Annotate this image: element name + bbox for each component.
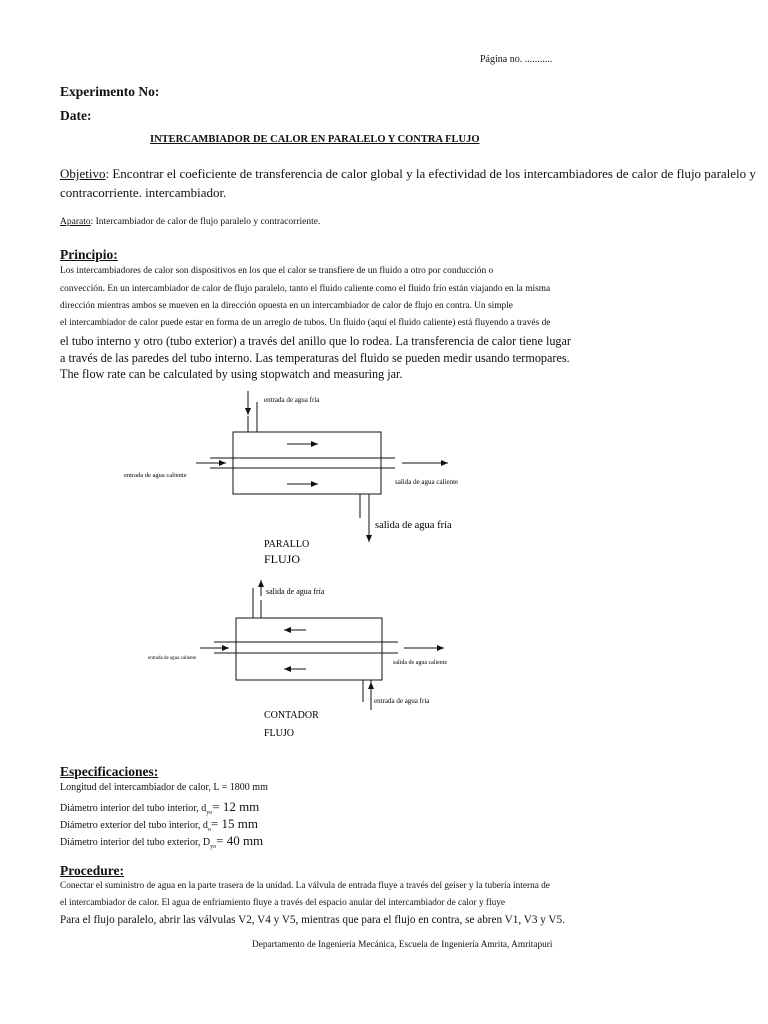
cold-outlet-label: salida de agua fría: [266, 587, 325, 596]
spec-subscript: o: [207, 827, 211, 833]
counter-label-line1: CONTADOR: [264, 710, 319, 721]
spec-outer-tube-id: [60, 833, 263, 850]
spec-subscript: yo: [210, 844, 217, 850]
spec-length: Longitud del intercambiador de calor, L = 1800 mm: [60, 782, 268, 793]
counter-flow-diagram: [0, 578, 768, 748]
spec-inner-tube-od: [60, 816, 258, 833]
procedure-line: Conectar el suministro de agua en la parte trasera de la unidad. La válvula de entrada fluye a través del geiser y la tubería interna de: [60, 881, 550, 891]
document-title: INTERCAMBIADOR DE CALOR EN PARALELO Y CONTRA FLUJO: [150, 134, 480, 145]
principle-line: dirección mientras ambos se mueven en la dirección opuesta en un intercambiador de calor de flujo en contra. Un simple: [60, 301, 513, 311]
date-label: Date:: [60, 108, 92, 123]
spec-subscript: yo: [206, 810, 213, 816]
objective-paragraph: [60, 164, 768, 202]
hot-inlet-label: entrada de agua caliente: [148, 656, 197, 661]
principle-line: el tubo interno y otro (tubo exterior) a través del anillo que lo rodea. La transferencia de calor tiene lugar: [60, 334, 571, 348]
counter-label-line2: FLUJO: [264, 728, 295, 739]
principle-line: The flow rate can be calculated by using stopwatch and measuring jar.: [60, 367, 403, 381]
objective-text: : Encontrar el coeficiente de transferencia de calor global y la efectividad de los intercambiadores de calor de flujo paralelo y contracorriente. intercambiador.: [60, 166, 756, 200]
specifications-heading: Especificaciones:: [60, 764, 159, 779]
spec-label: Diámetro interior del tubo exterior, D: [60, 837, 211, 848]
outer-tube: [233, 432, 381, 494]
cold-outlet-label: salida de agua fría: [375, 520, 452, 531]
experiment-number-label: Experimento No:: [60, 84, 160, 99]
apparatus-text: : Intercambiador de calor de flujo paralelo y contracorriente.: [90, 217, 321, 227]
hot-inlet-label: entrada de agua caliente: [124, 472, 187, 479]
page-number: Página no. ...........: [480, 54, 553, 65]
principle-line: Los intercambiadores de calor son dispositivos en los que el calor se transfiere de un fluido a otro por conducción o: [60, 266, 494, 276]
objective-label: Objetivo: [60, 166, 106, 181]
spec-inner-tube-id: [60, 799, 259, 816]
outer-tube: [236, 618, 382, 680]
principle-heading: Principio:: [60, 247, 118, 262]
procedure-line: Para el flujo paralelo, abrir las válvulas V2, V4 y V5, mientras que para el flujo en contra, se abren V1, V3 y V5.: [60, 914, 565, 926]
spec-value: = 12 mm: [212, 799, 260, 814]
hot-outlet-label: salida de agua caliente: [395, 478, 459, 486]
apparatus-label: Aparato: [60, 217, 91, 227]
spec-value: = 15 mm: [210, 816, 258, 831]
spec-label: Diámetro interior del tubo interior, d: [60, 803, 207, 814]
procedure-line: el intercambiador de calor. El agua de enfriamiento fluye a través del espacio anular del intercambiador de calor y fluye: [60, 898, 506, 908]
principle-line: a través de las paredes del tubo interno. Las temperaturas del fluido se pueden medir usando termopares.: [60, 351, 570, 365]
spec-label: Diámetro exterior del tubo interior, d: [60, 820, 208, 831]
principle-line: el intercambiador de calor puede estar en forma de un arreglo de tubos. Un fluido (aquí el fluido caliente) está fluyendo a través de: [60, 318, 551, 328]
principle-line: convección. En un intercambiador de calor de flujo paralelo, tanto el fluido caliente como el fluido frío están viajando en la misma: [60, 284, 551, 294]
hot-outlet-label: salida de agua caliente: [393, 660, 448, 666]
parallel-flow-diagram: [0, 388, 768, 573]
parallel-label-line1: PARALLO: [264, 539, 310, 550]
cold-inlet-label: entrada de agua fría: [264, 396, 320, 404]
page-footer: Departamento de Ingeniería Mecánica, Escuela de Ingeniería Amrita, Amritapuri: [252, 940, 553, 950]
procedure-heading: Procedure:: [60, 863, 124, 878]
parallel-label-line2: FLUJO: [264, 552, 301, 566]
cold-inlet-label: entrada de agua fría: [374, 697, 430, 705]
spec-value: = 40 mm: [216, 833, 264, 848]
apparatus-line: [60, 217, 320, 227]
